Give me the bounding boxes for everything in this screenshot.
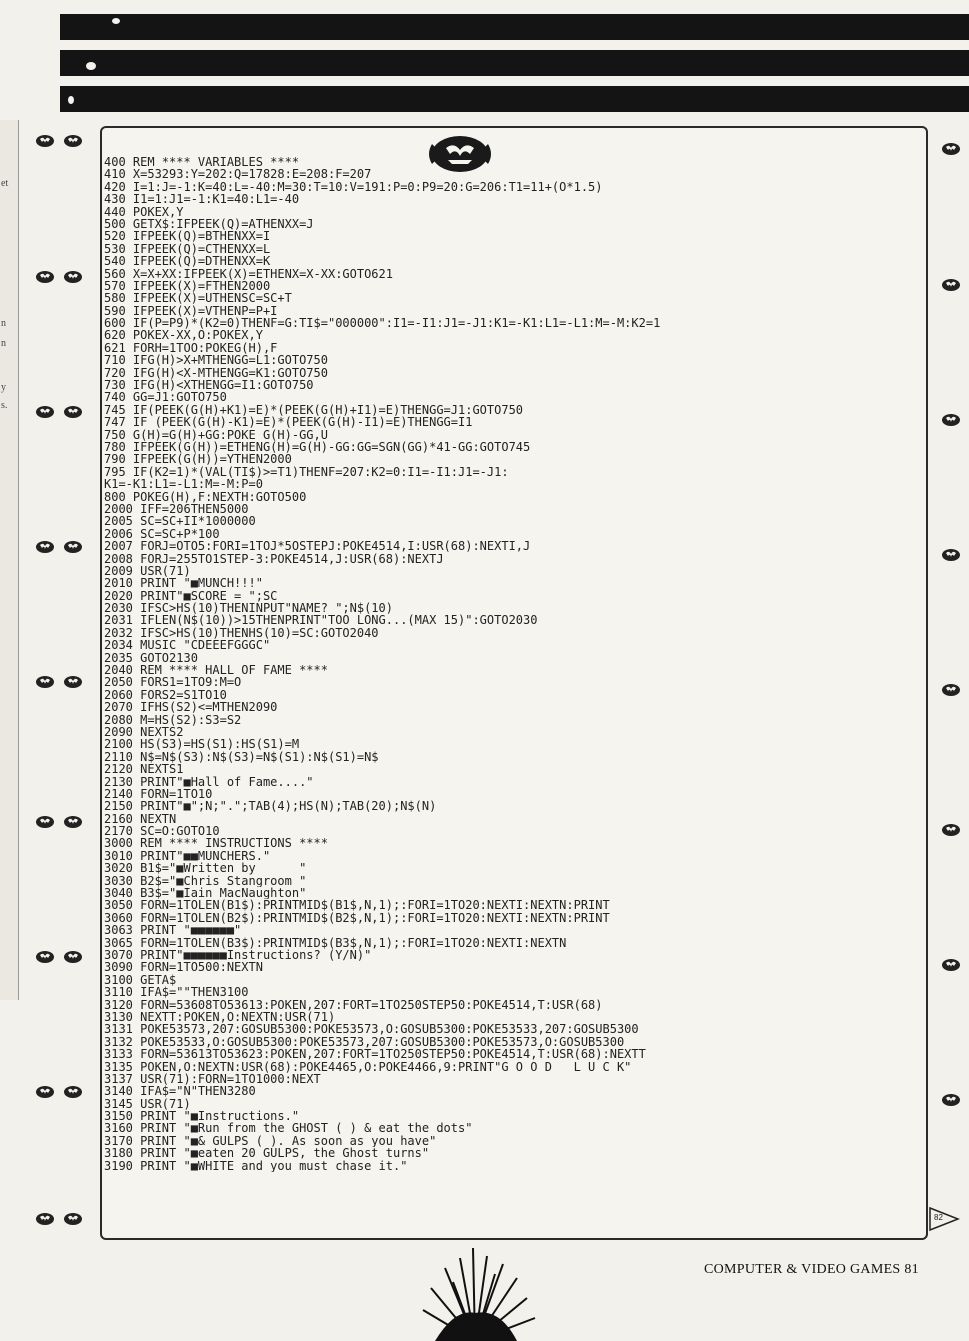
muncher-ornament-icon	[34, 1085, 56, 1099]
code-line: 2170 SC=O:GOTO10	[104, 825, 220, 838]
muncher-ornament-icon	[940, 1093, 962, 1107]
code-line: 3010 PRINT"■■MUNCHERS."	[104, 849, 271, 863]
muncher-ornament-icon	[940, 548, 962, 562]
stripe-speck	[68, 96, 74, 104]
code-line: 2130 PRINT"■Hall of Fame...."	[104, 775, 314, 788]
page-footer: COMPUTER & VIDEO GAMES 81	[704, 1262, 919, 1277]
code-line: 3110 IFA$=""THEN3100	[104, 986, 249, 999]
edge-text: n	[1, 318, 6, 329]
muncher-ornament-icon	[34, 675, 56, 689]
code-line: 620 POKEX-XX,O:POKEX,Y	[104, 329, 263, 342]
code-line: 747 IF (PEEK(G(H)-K1)=E)*(PEEK(G(H)-I1)=E)THENGG=I1	[104, 416, 473, 429]
muncher-ornament-icon	[940, 683, 962, 697]
muncher-ornament-icon	[62, 540, 84, 554]
muncher-ornament-icon	[34, 815, 56, 829]
code-line: 710 IFG(H)>X+MTHENGG=L1:GOTO750	[104, 354, 328, 367]
code-line: 720 IFG(H)<X-MTHENGG=K1:GOTO750	[104, 366, 328, 380]
muncher-ornament-icon	[34, 540, 56, 554]
code-line: 2080 M=HS(S2):S3=S2	[104, 713, 242, 726]
muncher-ornament-icon	[34, 950, 56, 964]
code-line: 3070 PRINT"■■■■■■Instructions? (Y/N)"	[104, 949, 372, 962]
code-line: 520 IFPEEK(Q)=BTHENXX=I	[104, 230, 271, 243]
code-line: 3137 USR(71):FORN=1TO1000:NEXT	[104, 1072, 321, 1086]
muncher-ornament-icon	[62, 405, 84, 419]
muncher-ornament-icon	[940, 142, 962, 156]
code-line: 2008 FORJ=255TO1STEP-3:POKE4514,J:USR(68):NEXTJ	[104, 552, 444, 565]
code-line: 3130 NEXTT:POKEN,O:NEXTN:USR(71)	[104, 1010, 336, 1024]
next-page-arrow[interactable]	[928, 1206, 960, 1232]
code-line: 3140 IFA$="N"THEN3280	[104, 1085, 256, 1098]
muncher-ornament-icon	[34, 1212, 56, 1226]
muncher-ornament-icon	[62, 1085, 84, 1099]
code-line: 2090 NEXTS2	[104, 725, 184, 739]
code-line: 2006 SC=SC+P*100	[104, 527, 220, 541]
header-stripes	[0, 0, 969, 120]
code-line: 3020 B1$="■Written by "	[104, 862, 307, 875]
code-line: 795 IF(K2=1)*(VAL(TI$)>=T1)THENF=207:K2=0:I1=-I1:J1=-J1:	[104, 465, 509, 479]
code-line: 3145 USR(71)	[104, 1097, 191, 1111]
code-line: 3100 GETA$	[104, 973, 177, 987]
basic-code-listing	[104, 156, 920, 1172]
header-stripe	[60, 50, 969, 76]
code-line: K1=-K1:L1=-L1:M=-M:P=0	[104, 478, 263, 491]
code-line: 2035 GOTO2130	[104, 651, 198, 665]
code-line: 530 IFPEEK(Q)=CTHENXX=L	[104, 242, 271, 256]
code-line: 2010 PRINT "■MUNCH!!!"	[104, 577, 263, 590]
code-line: 2020 PRINT"■SCORE = ";SC	[104, 589, 278, 603]
code-line: 2030 IFSC>HS(10)THENINPUT"NAME? ";N$(10)	[104, 602, 393, 615]
code-line: 3150 PRINT "■Instructions."	[104, 1110, 300, 1123]
code-line: 560 X=X+XX:IFPEEK(X)=ETHENX=X-XX:GOTO621	[104, 267, 393, 280]
code-line: 2007 FORJ=OTO5:FORI=1TOJ*5OSTEPJ:POKE4514,I:USR(68):NEXTI,J	[104, 540, 531, 553]
muncher-ornament-icon	[940, 823, 962, 837]
code-line: 3030 B2$="■Chris Stangroom "	[104, 874, 307, 888]
code-line: 3040 B3$="■Iain MacNaughton"	[104, 887, 307, 900]
code-line: 430 I1=1:J1=-1:K1=40:L1=-40	[104, 193, 300, 206]
code-line: 3133 FORN=53613TO53623:POKEN,207:FORT=1TO250STEP50:POKE4514,T:USR(68):NEXTT	[104, 1048, 646, 1061]
code-line: 2032 IFSC>HS(10)THENHS(10)=SC:GOTO2040	[104, 626, 379, 640]
code-line: 590 IFPEEK(X)=VTHENP=P+I	[104, 304, 278, 318]
code-line: 3000 REM **** INSTRUCTIONS ****	[104, 837, 328, 850]
next-page-number: 82	[934, 1213, 943, 1222]
code-line: 800 POKEG(H),F:NEXTH:GOTO500	[104, 490, 307, 503]
code-line: 2140 FORN=1TO10	[104, 787, 213, 801]
code-line: 570 IFPEEK(X)=FTHEN2000	[104, 279, 271, 293]
muncher-ornament-icon	[62, 675, 84, 689]
splat-illustration-icon	[405, 1238, 545, 1341]
edge-text: s.	[1, 400, 8, 411]
code-line: 3170 PRINT "■& GULPS ( ). As soon as you have"	[104, 1134, 437, 1148]
arrow-right-icon	[928, 1206, 960, 1232]
code-line: 2160 NEXTN	[104, 812, 177, 826]
code-line: 2034 MUSIC "CDEEEFGGGC"	[104, 639, 271, 652]
muncher-ornament-icon	[34, 270, 56, 284]
adjacent-page-edge	[0, 120, 19, 1000]
code-line: 3160 PRINT "■Run from the GHOST ( ) & eat the dots"	[104, 1122, 473, 1135]
code-line: 2031 IFLEN(N$(10))>15THENPRINT"TOO LONG...(MAX 15)":GOTO2030	[104, 614, 538, 627]
edge-text: y	[1, 382, 6, 393]
code-line: 600 IF(P=P9)*(K2=0)THENF=G:TI$="000000":I1=-I1:J1=-J1:K1=-K1:L1=-L1:M=-M:K2=1	[104, 317, 661, 330]
code-line: 2000 IFF=206THEN5000	[104, 502, 249, 516]
code-line: 2060 FORS2=S1TO10	[104, 688, 227, 702]
code-line: 540 IFPEEK(Q)=DTHENXX=K	[104, 255, 271, 268]
code-line: 440 POKEX,Y	[104, 205, 184, 218]
muncher-ornament-icon	[62, 134, 84, 148]
code-line: 2040 REM **** HALL OF FAME ****	[104, 664, 328, 677]
muncher-ornament-icon	[940, 958, 962, 972]
code-line: 750 G(H)=G(H)+GG:POKE G(H)-GG,U	[104, 428, 328, 441]
code-line: 2150 PRINT"■";N;".";TAB(4);HS(N);TAB(20);N$(N)	[104, 800, 437, 813]
code-line: 730 IFG(H)<XTHENGG=I1:GOTO750	[104, 379, 314, 392]
code-line: 2110 N$=N$(S3):N$(S3)=N$(S1):N$(S1)=N$	[104, 750, 379, 764]
header-stripe	[60, 86, 969, 112]
code-line: 3190 PRINT "■WHITE and you must chase it."	[104, 1159, 408, 1173]
code-line: 2005 SC=SC+II*1000000	[104, 515, 256, 528]
code-line: 790 IFPEEK(G(H))=YTHEN2000	[104, 453, 292, 466]
muncher-ornament-icon	[62, 815, 84, 829]
code-line: 3050 FORN=1TOLEN(B1$):PRINTMID$(B1$,N,1);:FORI=1TO20:NEXTI:NEXTN:PRINT	[104, 899, 610, 912]
muncher-ornament-icon	[34, 134, 56, 148]
code-line: 745 IF(PEEK(G(H)+K1)=E)*(PEEK(G(H)+I1)=E)THENGG=J1:GOTO750	[104, 403, 524, 417]
code-line: 3132 POKE53533,O:GOSUB5300:POKE53573,207:GOSUB5300:POKE53573,O:GOSUB5300	[104, 1035, 625, 1049]
code-line: 3065 FORN=1TOLEN(B3$):PRINTMID$(B3$,N,1);:FORI=1TO20:NEXTI:NEXTN	[104, 936, 567, 949]
code-line: 621 FORH=1TOO:POKEG(H),F	[104, 341, 278, 355]
muncher-ornament-icon	[940, 413, 962, 427]
edge-text: et	[1, 178, 9, 189]
code-line: 2070 IFHS(S2)<=MTHEN2090	[104, 701, 278, 714]
edge-text: n	[1, 338, 6, 349]
code-line: 580 IFPEEK(X)=UTHENSC=SC+T	[104, 292, 292, 305]
code-line: 3180 PRINT "■eaten 20 GULPS, the Ghost turns"	[104, 1147, 430, 1160]
code-line: 2100 HS(S3)=HS(S1):HS(S1)=M	[104, 738, 300, 751]
code-line: 2050 FORS1=1TO9:M=O	[104, 676, 242, 689]
stripe-speck	[86, 62, 96, 70]
header-stripe	[60, 14, 969, 40]
muncher-ornament-icon	[62, 1212, 84, 1226]
code-line: 3131 POKE53573,207:GOSUB5300:POKE53573,O:GOSUB5300:POKE53533,207:GOSUB5300	[104, 1023, 639, 1036]
code-line: 740 GG=J1:GOTO750	[104, 391, 227, 404]
code-line: 3063 PRINT "■■■■■■"	[104, 924, 242, 937]
code-line: 2120 NEXTS1	[104, 763, 184, 776]
code-line: 3120 FORN=53608TO53613:POKEN,207:FORT=1TO250STEP50:POKE4514,T:USR(68)	[104, 998, 603, 1011]
muncher-ornament-icon	[62, 270, 84, 284]
stripe-speck	[112, 18, 120, 24]
muncher-ornament-icon	[940, 278, 962, 292]
code-line: 410 X=53293:Y=202:Q=17828:E=208:F=207	[104, 168, 372, 181]
muncher-ornament-icon	[62, 950, 84, 964]
code-line: 2009 USR(71)	[104, 564, 191, 578]
code-line: 780 IFPEEK(G(H))=ETHENG(H)=G(H)-GG:GG=SGN(GG)*41-GG:GOTO745	[104, 440, 531, 454]
code-line: 400 REM **** VARIABLES ****	[104, 156, 300, 169]
code-line: 500 GETX$:IFPEEK(Q)=ATHENXX=J	[104, 217, 314, 231]
code-line: 420 I=1:J=-1:K=40:L=-40:M=30:T=10:V=191:P=0:P9=20:G=206:T1=11+(O*1.5)	[104, 180, 603, 194]
code-line: 3060 FORN=1TOLEN(B2$):PRINTMID$(B2$,N,1);:FORI=1TO20:NEXTI:NEXTN:PRINT	[104, 911, 610, 925]
muncher-ornament-icon	[34, 405, 56, 419]
code-line: 3090 FORN=1TO500:NEXTN	[104, 961, 263, 974]
code-line: 3135 POKEN,O:NEXTN:USR(68):POKE4465,O:POKE4466,9:PRINT"G O O D L U C K"	[104, 1060, 632, 1073]
